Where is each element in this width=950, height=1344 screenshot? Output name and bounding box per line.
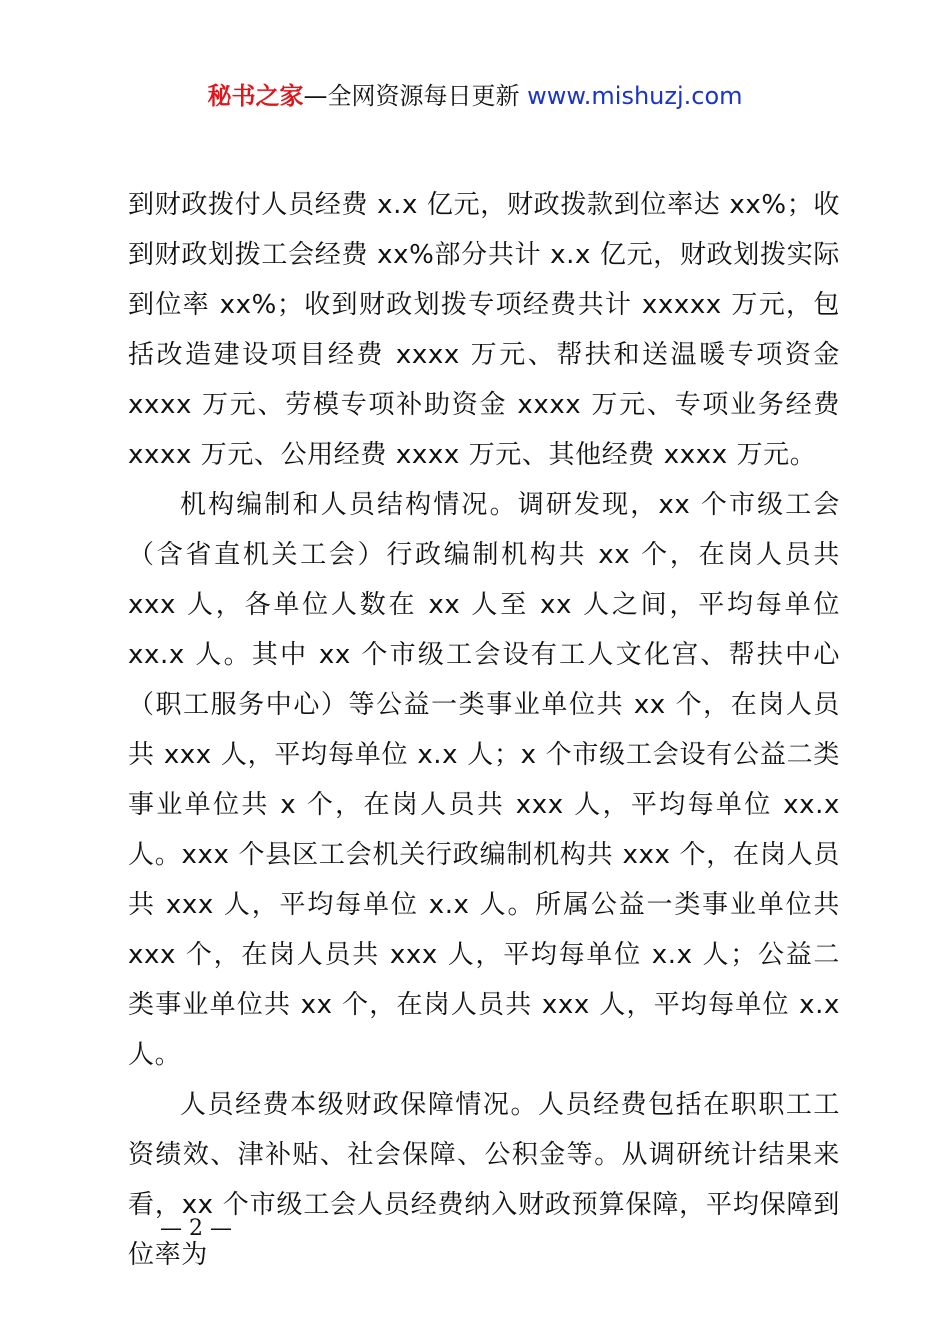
page-number: — 2 — (160, 1216, 232, 1241)
paragraph-funding: 到财政拨付人员经费 x.x 亿元，财政拨款到位率达 xx%；收到财政划拨工会经费 xx%部分共计 x.x 亿元，财政划拨实际到位率 xx%；收到财政划拨专项经费共计 xxxxx 万元，包括改造建设项目经费 xxxx 万元、帮扶和送温暖专项资金 xxxx 万元、劳模专项补助资金 xxxx 万元、专项业务经费 xxxx 万元、公用经费 xxxx 万元、其他经费 xxxx 万元。 (128, 190, 840, 470)
site-header (0, 78, 950, 114)
tagline: —全网资源每日更新 (303, 82, 520, 110)
brand-name: 秘书之家 (207, 82, 304, 110)
paragraph-staffing: 机构编制和人员结构情况。调研发现，xx 个市级工会（含省直机关工会）行政编制机构共 xx 个，在岗人员共 xxx 人，各单位人数在 xx 人至 xx 人之间，平均每单位 xx.x 人。其中 xx 个市级工会设有工人文化宫、帮扶中心（职工服务中心）等公益一类事业单位共 xx 个，在岗人员共 xxx 人，平均每单位 x.x 人；x 个市级工会设有公益二类事业单位共 x 个，在岗人员共 xxx 人，平均每单位 xx.x 人。xxx 个县区工会机关行政编制机构共 xxx 个，在岗人员共 xxx 人，平均每单位 x.x 人。所属公益一类事业单位共 xxx 个，在岗人员共 xxx 人，平均每单位 x.x 人；公益二类事业单位共 xx 个，在岗人员共 xxx 人，平均每单位 x.x 人。 (128, 490, 840, 1070)
document-body (128, 180, 840, 1280)
paragraph-personnel-funds: 人员经费本级财政保障情况。人员经费包括在职职工工资绩效、津补贴、社会保障、公积金等。从调研统计结果来看，xx 个市级工会人员经费纳入财政预算保障，平均保障到位率为 (128, 1090, 840, 1270)
site-url-link[interactable]: www.mishuzj.com (527, 82, 743, 110)
